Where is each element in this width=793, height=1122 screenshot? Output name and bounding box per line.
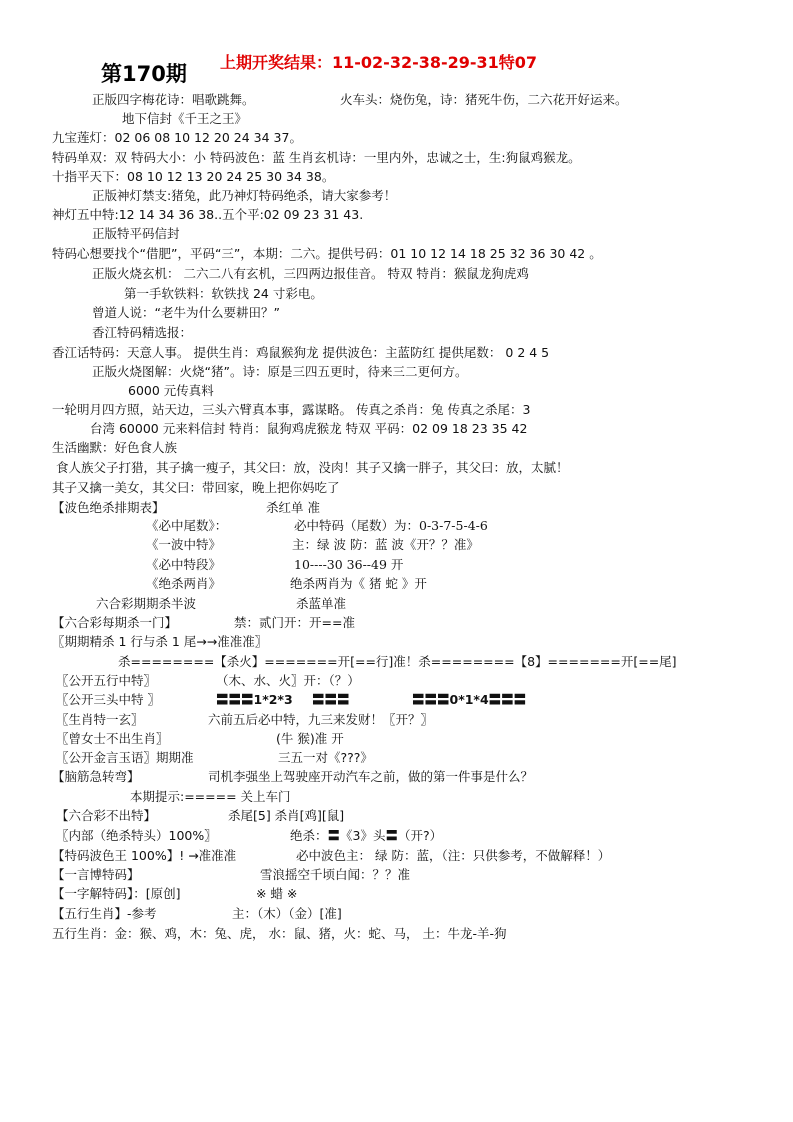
- text-segment: 〓〓〓0*1*4〓〓〓: [412, 692, 527, 707]
- text-segment: 〖生肖特一玄〗: [56, 712, 144, 727]
- text-segment: 〓〓〓: [312, 692, 350, 707]
- text-segment: 〖公开金言玉语〗期期准: [56, 750, 194, 765]
- text-line: 其子又擒一美女，其父曰：带回家，晚上把你妈吃了: [52, 480, 340, 495]
- text-segment: 〓〓〓1*2*3: [216, 692, 293, 707]
- text-line: 正版火烧玄机： 二六二八有玄机，三四两边报佳音。 特双 特肖：猴鼠龙狗虎鸡: [92, 266, 529, 281]
- text-segment: 禁：贰门开：开==准: [234, 615, 355, 630]
- text-segment: 必中特码（尾数）为：0-3-7-5-4-6: [294, 518, 488, 533]
- text-segment: 三五一对《???》: [278, 750, 373, 765]
- text-line: 九宝莲灯：02 06 08 10 12 20 24 34 37。: [52, 130, 302, 145]
- text-segment: (牛 猴)准 开: [276, 731, 344, 746]
- text-segment: 绝杀：〓《3》头〓（开?）: [290, 828, 443, 843]
- text-segment: 《绝杀两肖》: [146, 576, 222, 591]
- text-line: 地下信封《千王之王》: [122, 111, 248, 126]
- text-segment: 杀红单 准: [266, 500, 320, 515]
- section-heading: 【六合彩每期杀一门】: [52, 615, 178, 630]
- text-segment: 〖公开五行中特〗: [56, 673, 157, 688]
- section-heading: 【特码波色王 100%】! →准准准: [52, 848, 237, 863]
- text-segment: 主：绿 波 防：蓝 波《开？？准》: [292, 537, 479, 552]
- text-segment: 雪浪摇空千顷白闻：？？准: [260, 867, 411, 882]
- text-line: 特码心想要找个“借肥”，平码“三”，本期：二六。提供号码：01 10 12 14 18 25 32 36 30 42 。: [52, 246, 602, 261]
- text-segment: 主：（木）（金）[准]: [232, 906, 342, 921]
- text-line: 香江话特码：天意人事。 提供生肖：鸡鼠猴狗龙 提供波色：主蓝防红 提供尾数： 0 2 4 5: [52, 345, 550, 360]
- text-segment: 10----30 36--49 开: [294, 557, 404, 572]
- section-heading: 【五行生肖】-参考: [52, 906, 157, 921]
- section-heading: 【波色绝杀排期表】: [52, 500, 165, 515]
- section-heading: 【六合彩不出特】: [56, 808, 157, 823]
- text-segment: 《必中特段》: [146, 557, 222, 572]
- text-line: 食人族父子打猎，其子擒一瘦子，其父曰：放，没肉！其子又擒一胖子，其父曰：放，太腻！: [56, 460, 569, 475]
- text-line: 曾道人说：“老牛为什么要耕田？”: [92, 305, 280, 320]
- text-line: 本期提示:===== 关上车门: [130, 789, 291, 804]
- section-heading: 【一字解特码】：[原创]: [52, 886, 181, 901]
- text-line: 台湾 60000 元来料信封 特肖：鼠狗鸡虎猴龙 特双 平码：02 09 18 23 35 42: [90, 421, 528, 436]
- text-segment: 绝杀两肖为《 猪 蛇 》开: [290, 576, 427, 591]
- text-segment: 杀蓝单准: [296, 596, 347, 611]
- text-segment: ※ 蜡 ※: [256, 886, 298, 901]
- previous-result: 上期开奖结果：11-02-32-38-29-31特07: [220, 53, 538, 72]
- text-line: 杀========【杀火】=======开[==行]准！杀========【8】=======开[==尾]: [118, 654, 677, 669]
- text-line: 特码单双：双 特码大小：小 特码波色：蓝 生肖玄机诗：一里内外，忠诚之士，生:狗鼠鸡猴龙。: [52, 150, 581, 165]
- section-heading: 【脑筋急转弯】: [52, 769, 140, 784]
- text-line: 6000 元传真料: [128, 383, 214, 398]
- text-line: 生活幽默：好色食人族: [52, 440, 178, 455]
- text-segment: 〖公开三头中特 〗: [56, 692, 160, 707]
- text-line: 十指平天下：08 10 12 13 20 24 25 30 34 38。: [52, 169, 335, 184]
- text-line: 神灯五中特:12 14 34 36 38..五个平:02 09 23 31 43.: [52, 207, 364, 222]
- text-segment: 必中波色主： 绿 防：蓝，（注：只供参考，不做解释！）: [296, 848, 611, 863]
- text-segment: （木、水、火〗开：（？）: [216, 673, 360, 688]
- text-segment: 《一波中特》: [146, 537, 222, 552]
- text-line: 〖期期精杀 1 行与杀 1 尾→→准准准〗: [52, 634, 268, 649]
- text-line: 正版四字梅花诗：唱歌跳舞。: [92, 92, 255, 107]
- text-line: 五行生肖：金：猴、鸡，木：兔、虎， 水：鼠、猪，火：蛇、马， 土：牛龙-羊-狗: [52, 926, 507, 941]
- text-segment: 杀尾[5] 杀肖[鸡][鼠]: [228, 808, 345, 823]
- text-line: 第一手软铁料：软铁找 24 寸彩电。: [124, 286, 323, 301]
- issue-number: 第170期: [101, 62, 187, 86]
- text-line: 正版特平码信封: [92, 226, 180, 241]
- text-segment: 《必中尾数》：: [146, 518, 228, 533]
- text-line: 正版神灯禁支:猪兔，此乃神灯特码绝杀，请大家参考！: [92, 188, 397, 203]
- text-line: 香江特码精选报：: [92, 325, 193, 340]
- text-segment: 〖曾女士不出生肖〗: [56, 731, 169, 746]
- text-segment: 六前五后必中特，九三来发财！〖开？〗: [208, 712, 434, 727]
- section-heading: 【一言博特码】: [52, 867, 140, 882]
- text-segment: 六合彩期期杀半波: [96, 596, 197, 611]
- text-line: 火车头：烧伤兔，诗：猪死牛伤，二六花开好运来。: [340, 92, 628, 107]
- text-line: 正版火烧图解：火烧“猪”。诗：原是三四五更时，待来三二更何方。: [92, 364, 468, 379]
- text-segment: 〖内部（绝杀特头）100%〗: [56, 828, 217, 843]
- text-line: 一轮明月四方照，站天边，三头六臂真本事，露谋略。 传真之杀肖：兔 传真之杀尾：3: [52, 402, 531, 417]
- text-segment: 司机李强坐上驾驶座开动汽车之前，做的第一件事是什么？: [208, 769, 534, 784]
